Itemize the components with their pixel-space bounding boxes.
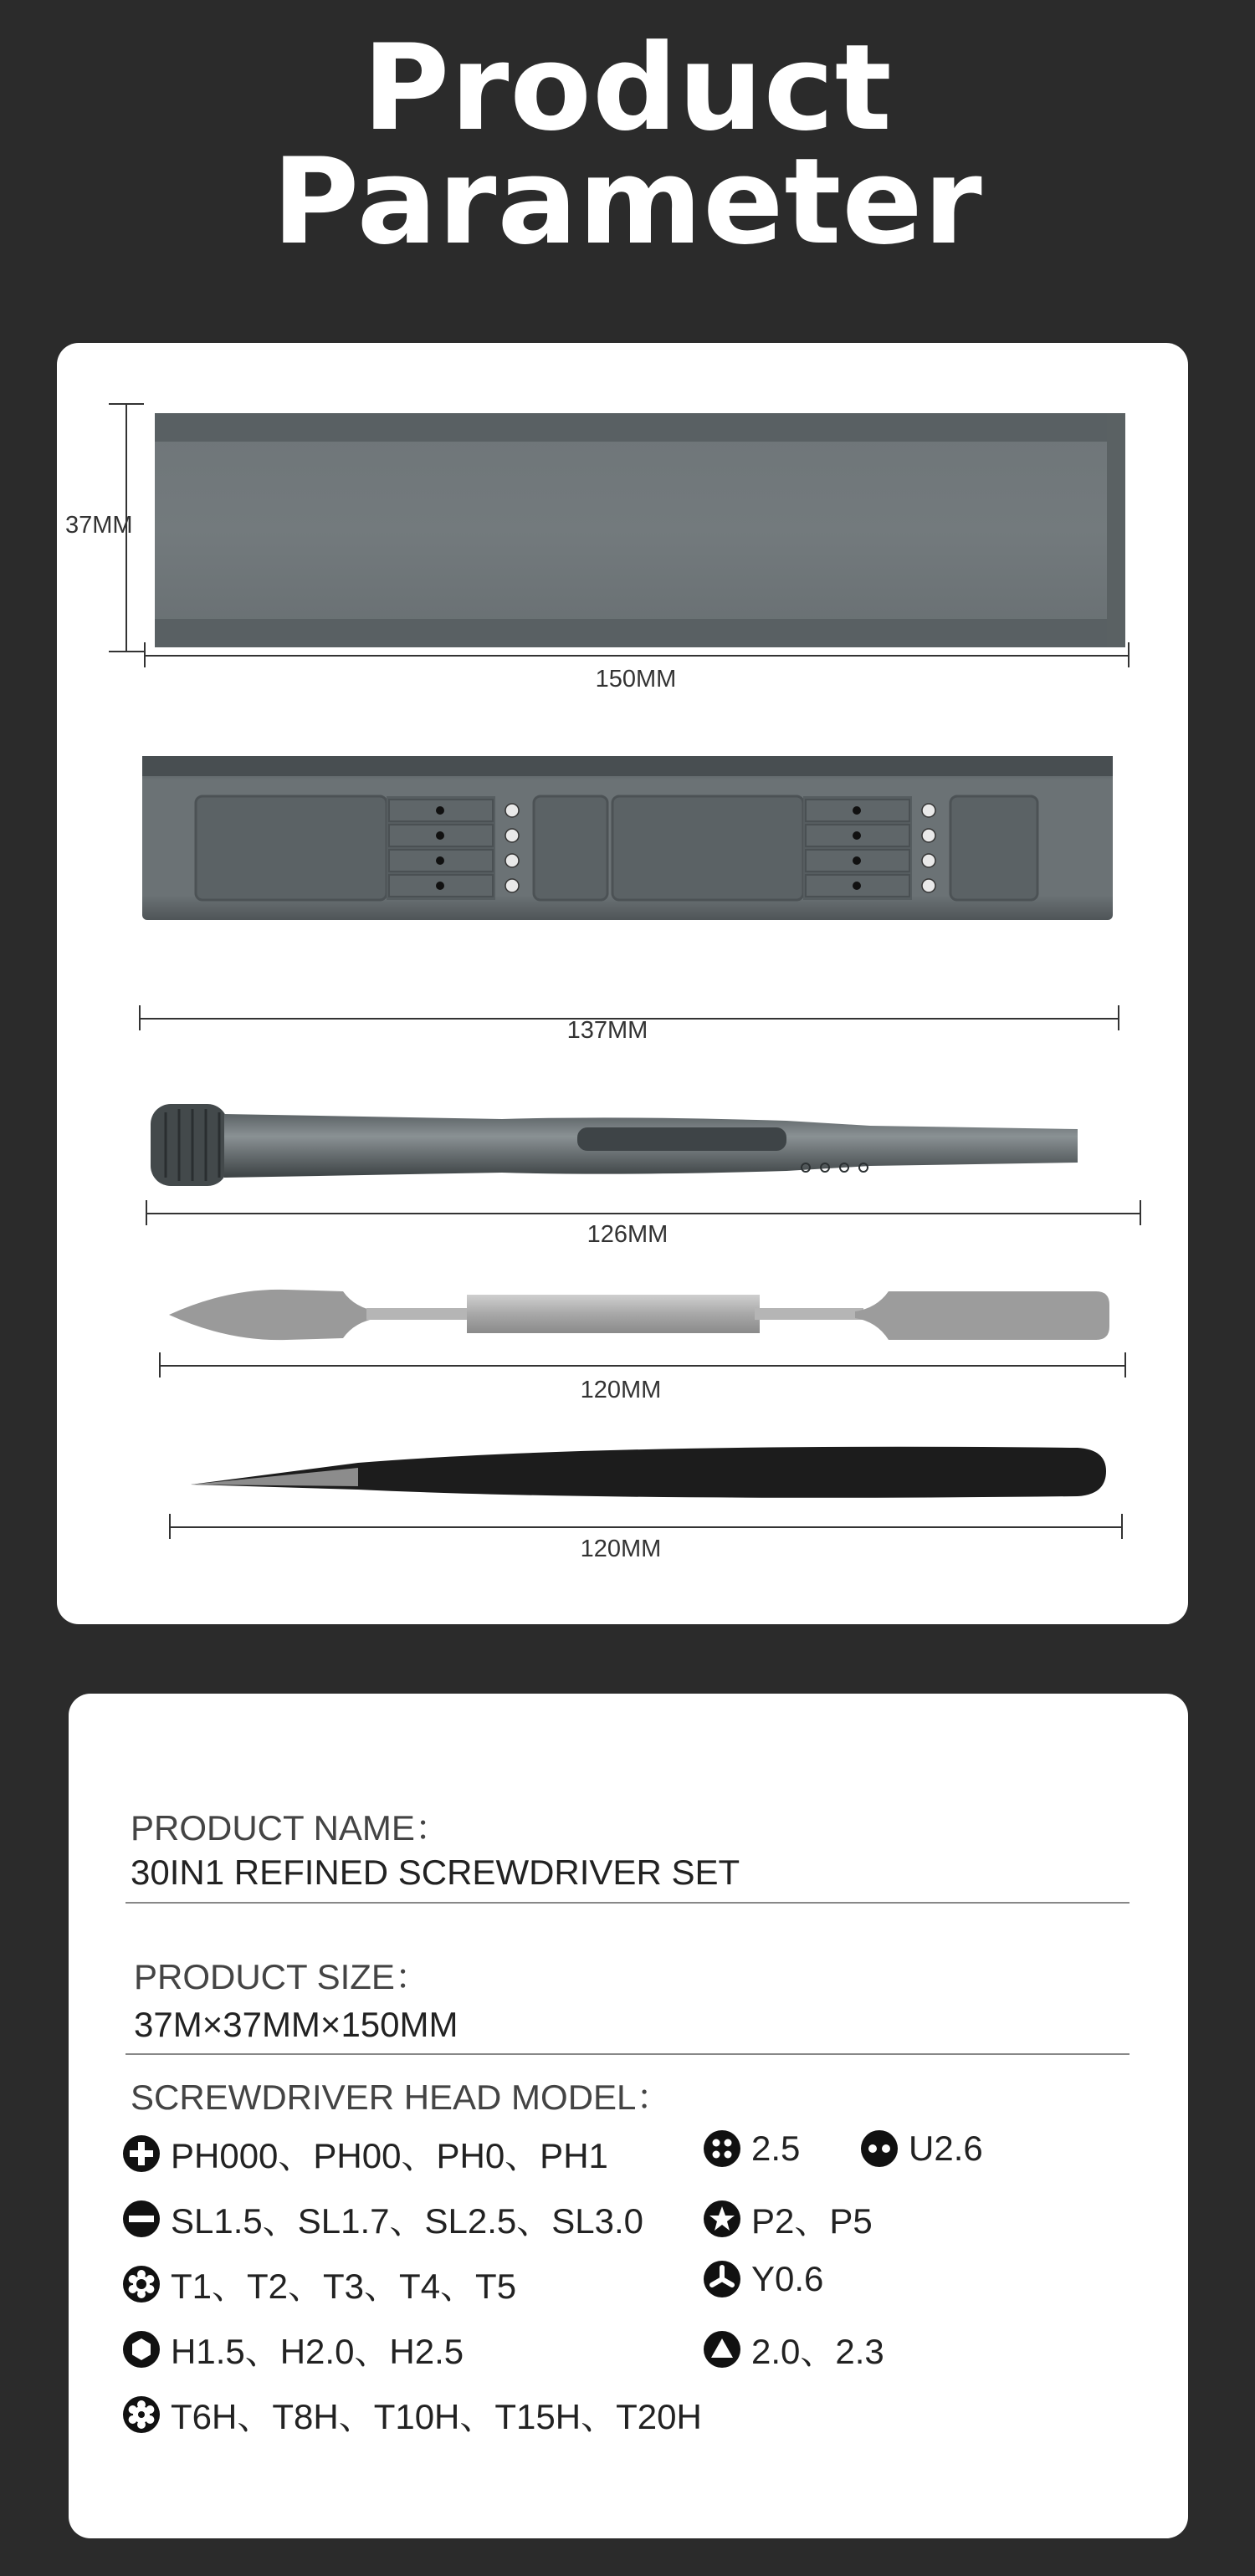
product-size-value: 37M×37MM×150MM — [134, 2005, 458, 2044]
bit-torx: T1、T2、T3、T4、T5 — [122, 2259, 516, 2309]
torx-icon — [122, 2265, 161, 2303]
dimensions-card — [57, 343, 1188, 1624]
tweezers-image — [191, 1434, 1119, 1510]
triangle-icon — [703, 2330, 741, 2369]
divider — [126, 2053, 1130, 2055]
bit-slotted: SL1.5、SL1.7、SL2.5、SL3.0 — [122, 2194, 643, 2244]
bit-hex: H1.5、H2.0、H2.5 — [122, 2324, 464, 2374]
bit-pentalobe: P2、P5 — [703, 2194, 873, 2244]
page-title-line2: Parameter — [272, 133, 983, 271]
slotted-icon — [122, 2200, 161, 2238]
open-tray-image — [142, 748, 1180, 923]
case-height-label: 37MM — [65, 512, 133, 539]
spudger-length-label: 120MM — [580, 1377, 662, 1403]
two-dot-icon — [860, 2129, 899, 2168]
security-torx-icon — [122, 2395, 161, 2434]
specification-card — [69, 1694, 1188, 2538]
product-name-label: PRODUCT NAME： — [131, 1808, 450, 1848]
closed-case-image — [145, 400, 1207, 659]
bit-phillips: PH000、PH00、PH0、PH1 — [122, 2129, 608, 2179]
case-length-label: 150MM — [595, 666, 677, 693]
handle-length-label: 126MM — [587, 1221, 668, 1248]
head-model-label: SCREWDRIVER HEAD MODEL： — [131, 2078, 672, 2117]
tray-length-label: 137MM — [566, 1017, 648, 1044]
page-title-line1: Product — [362, 19, 893, 157]
screwdriver-handle-image — [151, 1096, 1155, 1196]
bit-tri-wing: Y0.6 — [703, 2259, 823, 2299]
product-size-label: PRODUCT SIZE： — [134, 1957, 430, 1996]
spudger-image — [169, 1271, 1123, 1355]
bit-triangle: 2.0、2.3 — [703, 2324, 884, 2374]
product-name-value: 30IN1 REFINED SCREWDRIVER SET — [131, 1853, 740, 1892]
tri-wing-icon — [703, 2260, 741, 2298]
divider — [126, 1902, 1130, 1904]
tweezers-length-label: 120MM — [580, 1536, 662, 1562]
hex-icon — [122, 2330, 161, 2369]
bit-four-dot: 2.5 — [703, 2129, 800, 2169]
bit-two-dot: U2.6 — [860, 2129, 983, 2169]
phillips-icon — [122, 2134, 161, 2173]
bit-security-torx: T6H、T8H、T10H、T15H、T20H — [122, 2389, 702, 2440]
four-dot-icon — [703, 2129, 741, 2168]
pentalobe-icon — [703, 2200, 741, 2238]
